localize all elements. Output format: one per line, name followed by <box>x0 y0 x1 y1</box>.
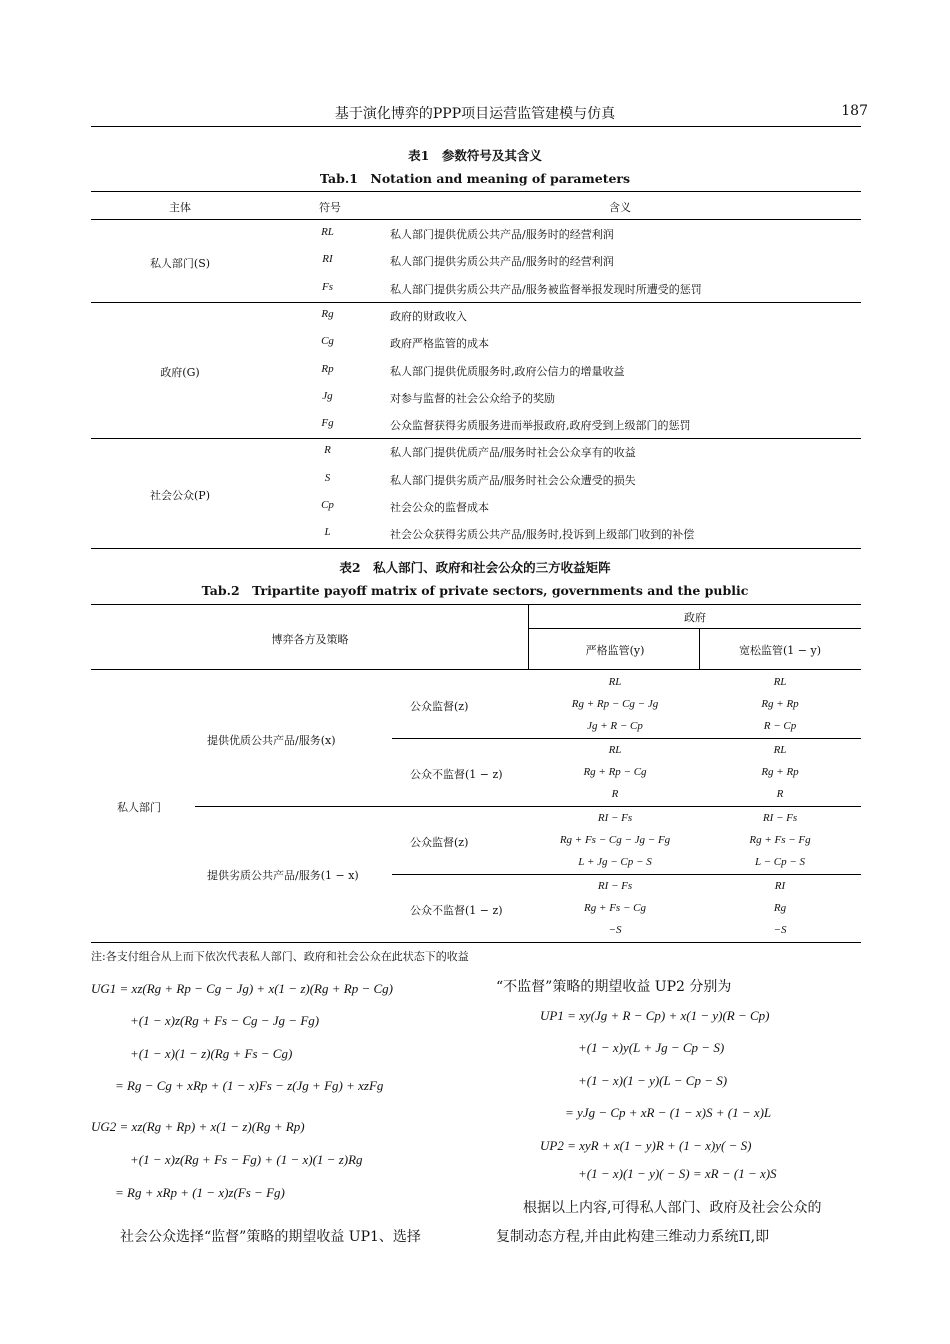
equation-line-right: +(1 − x)y(L + Jg − Cp − S) <box>578 1040 725 1055</box>
table2-payoff-strict: L + Jg − Cp − S <box>578 856 652 868</box>
table1-caption-en: Tab.1 Notation and meaning of parameters <box>319 171 631 186</box>
page-number: 187 <box>841 103 868 119</box>
table1-symbol: Fs <box>322 280 333 293</box>
table1-col-subject: 主体 <box>169 201 191 214</box>
table2-payoff-strict: −S <box>608 924 622 936</box>
table1-caption-cn: 表1 参数符号及其含义 <box>408 148 542 163</box>
table2-note: 注:各支付组合从上而下依次代表私人部门、政府和社会公众在此状态下的收益 <box>91 950 469 963</box>
table2-payoff-loose: RI <box>774 880 786 892</box>
table2-payoff-strict: Jg + R − Cp <box>587 720 643 732</box>
equation-line-left: = Rg + xRp + (1 − x)z(Fs − Fg) <box>115 1185 285 1200</box>
table1-symbol: Rg <box>321 307 334 320</box>
table2-loose-header: 宽松监管(1 − y) <box>738 644 821 657</box>
table2-payoff-loose: Rg <box>773 902 787 914</box>
table1-meaning: 社会公众的监督成本 <box>390 501 489 514</box>
table1-meaning: 私人部门提供劣质产品/服务时社会公众遭受的损失 <box>390 473 636 487</box>
table1-meaning: 政府的财政收入 <box>390 309 467 323</box>
table1-meaning: 政府严格监管的成本 <box>390 337 489 351</box>
table2-caption-en: Tab.2 Tripartite payoff matrix of private sectors, governments and the public <box>201 583 749 598</box>
table1-meaning: 私人部门提供劣质公共产品/服务被监督举报发现时所遭受的惩罚 <box>390 282 702 296</box>
right-paragraph-intro: “不监督”策略的期望收益 UP2 分别为 <box>496 979 732 995</box>
table1-col-symbol: 符号 <box>319 201 341 214</box>
table1-symbol: R <box>324 444 331 457</box>
equation-line-left: +(1 − x)z(Rg + Fs − Fg) + (1 − x)(1 − z)Rg <box>130 1152 363 1167</box>
table1-group-rule <box>91 548 861 549</box>
table1-symbol: Rp <box>321 362 334 375</box>
table2-payoff-loose: L − Cp − S <box>754 856 806 868</box>
equation-line-right: UP2 = xyR + x(1 − y)R + (1 − x)y( − S) <box>540 1138 752 1153</box>
table2-rule-q1 <box>392 738 861 739</box>
table1-meaning: 社会公众获得劣质公共产品/服务时,投诉到上级部门收到的补偿 <box>390 528 695 542</box>
table2-payoff-loose: RI − Fs <box>762 812 798 824</box>
table2-rule-q2 <box>392 874 861 875</box>
left-paragraph: 社会公众选择“监督”策略的期望收益 UP1、选择 <box>120 1229 421 1245</box>
table2-inferior-label: 提供劣质公共产品/服务(1 − x) <box>207 869 359 882</box>
equation-line-left: +(1 − x)z(Rg + Fs − Cg − Jg − Fg) <box>130 1013 320 1028</box>
equation-line-right: UP1 = xy(Jg + R − Cp) + x(1 − y)(R − Cp) <box>540 1008 770 1023</box>
table2-payoff-strict: Rg + Fs − Cg <box>584 902 646 914</box>
table1-subject: 政府(G) <box>160 366 200 380</box>
table2-payoff-strict: Rg + Fs − Cg − Jg − Fg <box>559 834 671 846</box>
table2-bottom-rule <box>91 942 861 943</box>
right-paragraph-3: 复制动态方程,并由此构建三维动力系统Π,即 <box>496 1229 770 1245</box>
table2-payoff-loose: Rg + Rp <box>761 766 799 778</box>
table2-quality-label: 提供优质公共产品/服务(x) <box>207 734 336 747</box>
table2-payoff-loose: RL <box>773 744 787 756</box>
right-paragraph-2: 根据以上内容,可得私人部门、政府及社会公众的 <box>523 1200 822 1216</box>
table1-col-meaning: 含义 <box>609 201 631 214</box>
table2-payoff-loose: Rg + Fs − Fg <box>749 834 811 846</box>
table1-meaning: 公众监督获得劣质服务进而举报政府,政府受到上级部门的惩罚 <box>390 419 691 433</box>
table2-payoff-strict: R <box>611 788 619 800</box>
table1-symbol: Cp <box>321 499 334 511</box>
table2-payoff-strict: Rg + Rp − Cg <box>583 766 647 778</box>
table1-symbol: RI <box>322 253 333 266</box>
table1-subject: 社会公众(P) <box>150 489 210 502</box>
equation-line-left: UG1 = xz(Rg + Rp − Cg − Jg) + x(1 − z)(Rg + Rp − Cg) <box>91 981 393 996</box>
table1-meaning: 私人部门提供优质产品/服务时社会公众享有的收益 <box>390 446 636 460</box>
table2-caption-cn: 表2 私人部门、政府和社会公众的三方收益矩阵 <box>339 560 611 575</box>
table2-private-label: 私人部门 <box>117 801 161 814</box>
table2-payoff-loose: RL <box>773 676 787 688</box>
table1-head-rule <box>91 219 861 220</box>
table2-payoff-loose: R − Cp <box>763 720 797 732</box>
table1-symbol: Cg <box>321 335 334 348</box>
table2-rule-mid <box>195 806 861 807</box>
table2-subheader-vline <box>699 628 700 669</box>
table1-symbol: S <box>324 471 331 484</box>
header-rule <box>91 126 861 127</box>
table1-meaning: 对参与监督的社会公众给予的奖励 <box>390 391 555 405</box>
table1-meaning: 私人部门提供优质公共产品/服务时的经营利润 <box>390 228 614 241</box>
table2-head-rule <box>91 669 861 670</box>
table1-symbol: L <box>324 526 331 539</box>
table2-public-label: 公众监督(z) <box>410 836 469 849</box>
table2-strict-header: 严格监管(y) <box>585 644 645 657</box>
table2-header-vline <box>528 604 529 669</box>
table2-payoff-loose: Rg + Rp <box>761 698 799 710</box>
table2-payoff-loose: −S <box>773 924 787 936</box>
table2-public-label: 公众不监督(1 − z) <box>410 904 503 917</box>
table2-payoff-strict: RI − Fs <box>597 880 633 892</box>
table1-subject: 私人部门(S) <box>149 256 211 270</box>
table2-top-rule <box>91 604 861 605</box>
table1-symbol: Fg <box>321 417 334 430</box>
table1-symbol: RL <box>321 226 334 238</box>
equation-line-left: = Rg − Cg + xRp + (1 − x)Fs − z(Jg + Fg) + xzFg <box>115 1078 384 1093</box>
table2-public-label: 公众监督(z) <box>410 700 469 713</box>
table2-gov-rule <box>528 628 861 629</box>
table1-group-rule <box>91 438 861 439</box>
table2-payoff-strict: RI − Fs <box>597 812 633 824</box>
table1-meaning: 私人部门提供劣质公共产品/服务时的经营利润 <box>390 255 614 269</box>
table2-gov-header: 政府 <box>684 611 706 624</box>
running-title: 基于演化博弈的PPP项目运营监管建模与仿真 <box>334 106 616 122</box>
equation-line-right: = yJg − Cp + xR − (1 − x)S + (1 − x)L <box>565 1105 772 1120</box>
table2-payoff-strict: RL <box>608 676 622 688</box>
table2-header-left: 博弈各方及策略 <box>271 633 349 646</box>
equation-line-right: +(1 − x)(1 − y)( − S) = xR − (1 − x)S <box>578 1166 777 1181</box>
table2-payoff-loose: R <box>776 788 784 800</box>
table1-group-rule <box>91 302 861 303</box>
table1-symbol: Jg <box>322 389 333 402</box>
table1-top-rule <box>91 191 861 192</box>
equation-line-left: UG2 = xz(Rg + Rp) + x(1 − z)(Rg + Rp) <box>91 1119 305 1134</box>
table2-payoff-strict: Rg + Rp − Cg − Jg <box>571 698 659 710</box>
equation-line-right: +(1 − x)(1 − y)(L − Cp − S) <box>578 1073 728 1088</box>
table2-public-label: 公众不监督(1 − z) <box>410 768 503 781</box>
table2-payoff-strict: RL <box>608 744 622 756</box>
table1-meaning: 私人部门提供优质服务时,政府公信力的增量收益 <box>390 364 625 378</box>
equation-line-left: +(1 − x)(1 − z)(Rg + Fs − Cg) <box>130 1046 293 1061</box>
